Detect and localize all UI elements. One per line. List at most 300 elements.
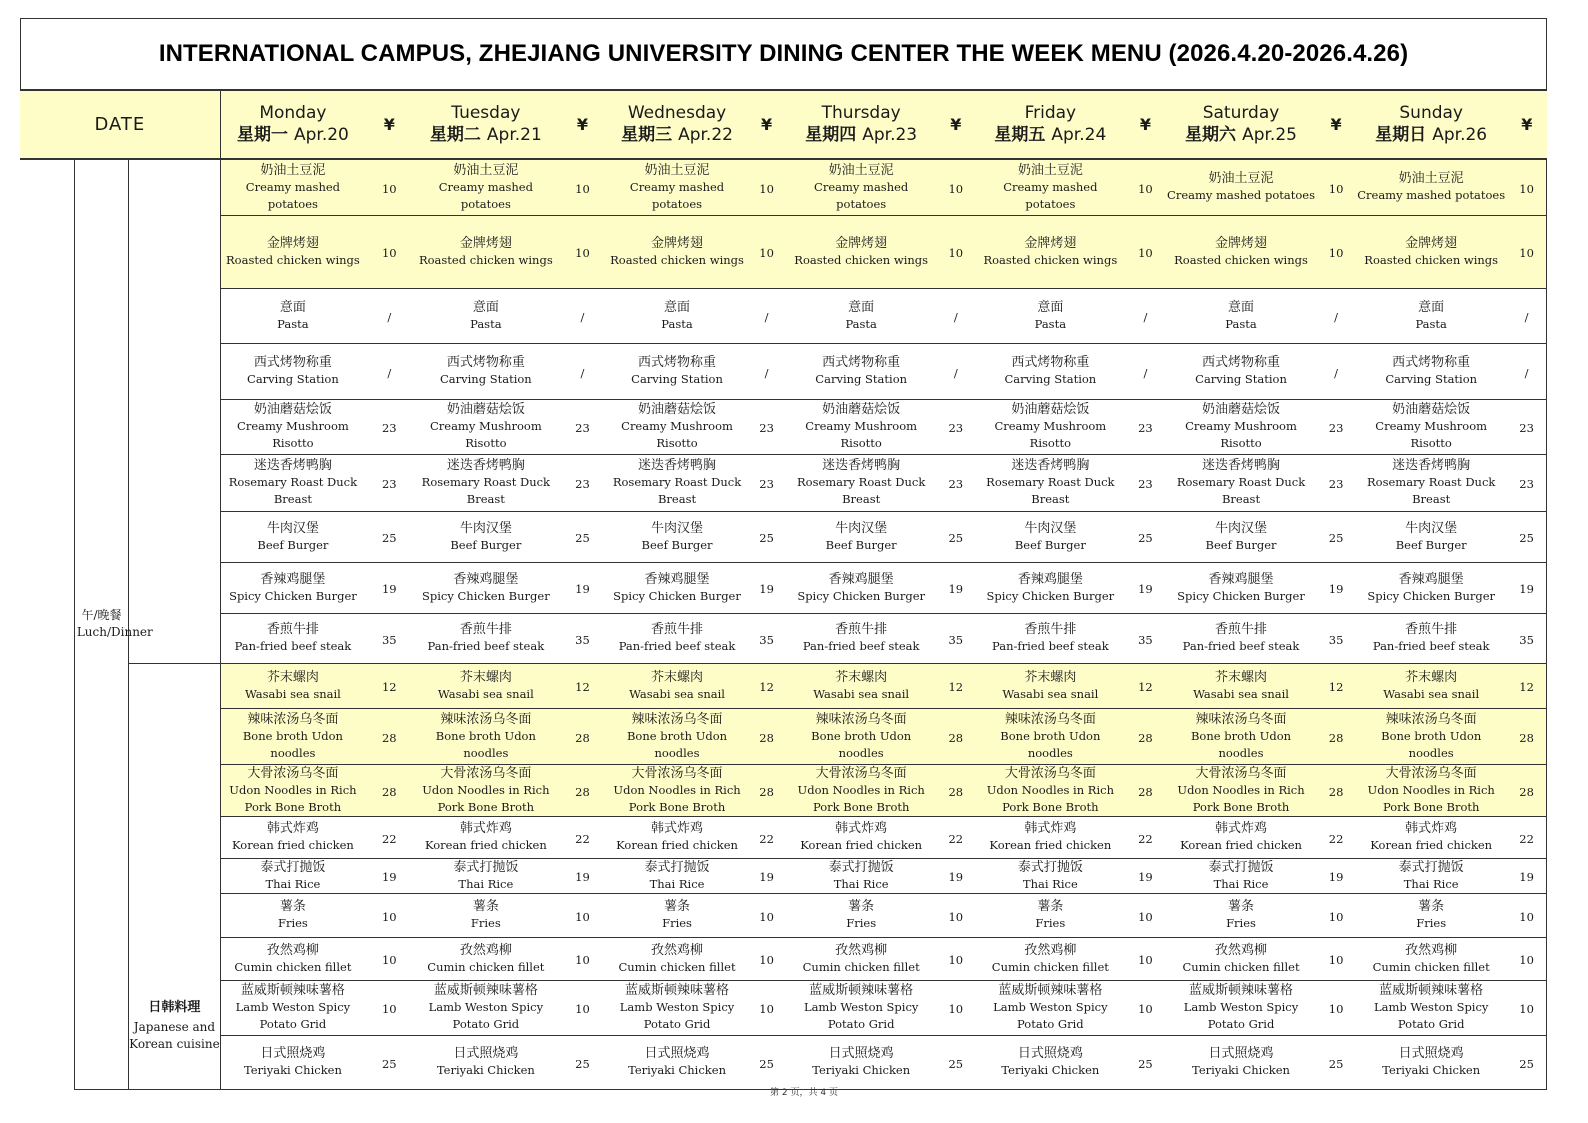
dish-name-zh: 意面: [664, 299, 691, 315]
dish-cell: [786, 288, 937, 343]
day-name-en: Saturday: [1202, 103, 1280, 123]
day-name-zh: [1165, 124, 1317, 146]
dish-name-en: Spicy Chicken Burger: [1367, 588, 1496, 603]
dish-name-zh: 大骨浓汤乌冬面: [1385, 765, 1477, 781]
price-cell: [1317, 215, 1355, 288]
dish-name-en: Beef Burger: [1014, 537, 1086, 552]
price-value: 23: [948, 477, 964, 491]
dish-name-en: Fries: [1035, 916, 1066, 930]
price-cell: [747, 764, 785, 816]
price-value: 25: [381, 1056, 397, 1071]
price-value: 10: [381, 909, 397, 924]
dish-name-en: Beef Burger: [641, 537, 713, 552]
dish-name-zh: 蓝威斯顿辣味薯格: [433, 983, 538, 998]
dish-cell: [607, 708, 748, 764]
dish-cell: [1355, 562, 1507, 613]
price-value: 10: [1328, 181, 1344, 196]
dish-cell: [413, 1035, 558, 1089]
price-cell: [1507, 858, 1546, 893]
price-cell: [747, 663, 785, 708]
dish-cell: [413, 613, 558, 663]
menu-table: [20, 89, 1547, 1090]
price-cell: [1317, 159, 1355, 215]
dish-cell: [413, 343, 558, 399]
price-value: /: [764, 310, 769, 324]
dish-cell: [413, 454, 558, 511]
price-cell: [558, 937, 606, 980]
price-cell: [747, 613, 785, 663]
dish-name-zh: 日式照烧鸡: [828, 1046, 894, 1061]
price-cell: [1126, 980, 1165, 1035]
price-cell: [1126, 708, 1165, 764]
dish-cell: [1355, 215, 1507, 288]
dish-cell: [1355, 893, 1507, 937]
price-value: 19: [381, 582, 397, 596]
menu-row: [20, 764, 1547, 816]
price-value: 10: [759, 909, 774, 924]
dish-name-en: Thai Rice: [833, 876, 889, 891]
dish-cell: [975, 937, 1126, 980]
dish-name-zh: 孜然鸡柳: [1405, 942, 1458, 958]
dish-name-en: Roasted chicken wings: [418, 252, 553, 267]
price-cell: [365, 562, 413, 613]
dish-name-en: Carving Station: [247, 372, 339, 386]
day-date: Apr.24: [1051, 125, 1107, 145]
dish-name-zh: 香煎牛排: [835, 622, 888, 637]
dish-name-zh: 西式烤物称重: [1392, 355, 1471, 370]
dish-name-zh: 泰式打抛饭: [453, 859, 519, 875]
price-cell: [1507, 613, 1546, 663]
price-cell: [747, 454, 785, 511]
price-value: 12: [948, 680, 964, 694]
price-value: /: [580, 365, 585, 380]
price-value: 22: [1519, 831, 1534, 846]
price-value: 23: [381, 477, 397, 491]
dish-cell: [1165, 343, 1317, 399]
dish-name-zh: 泰式打抛饭: [1017, 859, 1083, 875]
price-cell: [558, 708, 606, 764]
price-cell: [365, 343, 413, 399]
dish-cell: [607, 816, 748, 858]
dish-cell: [607, 980, 748, 1035]
dish-cell: [220, 613, 365, 663]
dish-name-en: Udon Noodles in Rich Pork Bone Broth: [422, 782, 550, 814]
price-value: 28: [1328, 730, 1344, 745]
price-column-header: ¥: [747, 90, 785, 159]
dish-name-en: Teriyaki Chicken: [628, 1063, 726, 1077]
dish-cell: [1355, 663, 1507, 708]
dish-name-zh: 薯条: [664, 899, 691, 914]
dish-name-zh: 奶油土豆泥: [1398, 171, 1464, 187]
dish-name-en: Pasta: [1034, 316, 1067, 331]
price-value: 12: [1328, 680, 1344, 694]
price-cell: [1507, 159, 1546, 215]
price-cell: [1126, 343, 1165, 399]
dish-name-zh: 芥末螺肉: [459, 669, 512, 685]
dish-name-zh: 迷迭香烤鸭胸: [1011, 458, 1090, 473]
dish-name-zh: 西式烤物称重: [1202, 355, 1281, 370]
price-cell: [937, 858, 975, 893]
price-cell: [558, 215, 606, 288]
dish-cell: [786, 1035, 937, 1089]
price-value: 10: [1328, 953, 1344, 967]
price-cell: [937, 816, 975, 858]
price-cell: [1317, 980, 1355, 1035]
price-value: 35: [381, 632, 397, 647]
dish-name-en: Teriyaki Chicken: [1382, 1063, 1481, 1077]
price-value: 23: [1328, 477, 1344, 491]
dish-name-zh: 蓝威斯顿辣味薯格: [625, 983, 730, 998]
price-cell: [1507, 980, 1546, 1035]
day-name-zh: [413, 124, 558, 146]
price-cell: [365, 980, 413, 1035]
dish-cell: [607, 893, 748, 937]
dish-name-zh: 意面: [848, 299, 875, 315]
header-row: [20, 90, 1547, 159]
price-cell: [937, 159, 975, 215]
dish-name-zh: 香辣鸡腿堡: [453, 571, 519, 587]
dish-name-zh: 奶油土豆泥: [1208, 171, 1274, 187]
price-value: 10: [575, 181, 590, 196]
dish-name-zh: 迷迭香烤鸭胸: [446, 458, 525, 473]
price-value: /: [953, 365, 958, 380]
menu-row: [20, 858, 1547, 893]
dish-cell: [607, 159, 748, 215]
price-cell: [558, 980, 606, 1035]
dish-name-en: Rosemary Roast Duck Breast: [1176, 475, 1306, 506]
price-cell: [1317, 816, 1355, 858]
dish-name-zh: 日式照烧鸡: [1208, 1046, 1274, 1061]
dish-name-en: Lamb Weston Spicy Potato Grid: [993, 1000, 1108, 1031]
dish-name-en: Lamb Weston Spicy Potato Grid: [1183, 1000, 1299, 1031]
dish-name-zh: 泰式打抛饭: [1398, 859, 1464, 875]
dish-cell: [607, 215, 748, 288]
dish-name-zh: 蓝威斯顿辣味薯格: [809, 983, 914, 998]
dish-name-zh: 意面: [1418, 299, 1445, 315]
dish-name-zh: 薯条: [472, 899, 499, 914]
day-name-en: Sunday: [1399, 103, 1463, 123]
price-value: 25: [948, 531, 964, 545]
dish-name-en: Pan-fried beef steak: [618, 639, 736, 653]
price-value: 28: [948, 730, 964, 745]
price-value: 28: [1138, 784, 1153, 799]
dish-name-zh: 芥末螺肉: [1024, 669, 1077, 685]
dish-name-en: Thai Rice: [458, 876, 514, 891]
price-value: 19: [759, 582, 774, 596]
meal-category: [74, 159, 153, 1089]
dish-name-en: Teriyaki Chicken: [243, 1063, 342, 1077]
price-cell: [747, 980, 785, 1035]
dish-name-zh: 孜然鸡柳: [835, 942, 888, 958]
dish-name-en: Beef Burger: [1395, 537, 1467, 552]
dish-cell: [607, 343, 748, 399]
dish-name-en: Creamy mashed potatoes: [629, 179, 725, 211]
dish-name-en: Korean fried chicken: [424, 838, 547, 852]
price-value: 23: [948, 421, 964, 435]
price-cell: [1126, 893, 1165, 937]
price-value: /: [1524, 365, 1529, 380]
dish-name-en: Udon Noodles in Rich Pork Bone Broth: [1177, 782, 1305, 814]
dish-cell: [1165, 893, 1317, 937]
meal-category-en: Luch/Dinner: [76, 625, 153, 640]
price-value: 25: [1328, 1056, 1344, 1071]
dish-name-en: Fries: [1416, 916, 1447, 930]
day-name-en: Friday: [1024, 103, 1077, 123]
dish-cell: [1165, 937, 1317, 980]
dish-name-zh: 香辣鸡腿堡: [1398, 571, 1464, 587]
dish-cell: [786, 159, 937, 215]
price-cell: [365, 858, 413, 893]
price-value: 19: [1328, 582, 1344, 596]
day-name-zh: [975, 124, 1126, 146]
price-cell: [1507, 937, 1546, 980]
price-value: 25: [759, 1056, 774, 1071]
price-cell: [1317, 764, 1355, 816]
dish-name-en: Spicy Chicken Burger: [613, 588, 741, 603]
dish-name-en: Carving Station: [1195, 372, 1287, 386]
dish-name-zh: 香辣鸡腿堡: [260, 571, 326, 587]
dish-cell: [220, 562, 365, 613]
dish-name-zh: 孜然鸡柳: [459, 942, 512, 958]
price-value: 28: [759, 730, 774, 745]
price-cell: [1126, 816, 1165, 858]
dish-name-en: Beef Burger: [450, 537, 522, 552]
section-label-en: Japanese and Korean cuisine: [129, 1020, 220, 1051]
dish-name-en: Lamb Weston Spicy Potato Grid: [803, 1000, 919, 1031]
dish-cell: [413, 511, 558, 562]
price-cell: [747, 343, 785, 399]
dish-name-zh: 意面: [279, 299, 306, 315]
dish-name-zh: 香辣鸡腿堡: [828, 571, 894, 587]
dish-name-en: Wasabi sea snail: [1383, 686, 1480, 701]
dish-name-zh: 迷迭香烤鸭胸: [638, 458, 717, 473]
dish-name-zh: 金牌烤翅: [1215, 235, 1268, 251]
dish-name-en: Udon Noodles in Rich Pork Bone Broth: [986, 782, 1114, 814]
dish-name-en: Carving Station: [1004, 372, 1097, 386]
dish-cell: [786, 858, 937, 893]
date-header: DATE: [20, 90, 220, 159]
dish-name-en: Creamy Mushroom Risotto: [1185, 419, 1297, 450]
dish-cell: [220, 511, 365, 562]
dish-name-zh: 迷迭香烤鸭胸: [1392, 458, 1471, 473]
dish-name-en: Udon Noodles in Rich Pork Bone Broth: [1367, 782, 1495, 814]
menu-row: [20, 454, 1547, 511]
dish-name-zh: 泰式打抛饭: [828, 859, 894, 875]
dish-name-zh: 奶油土豆泥: [1017, 162, 1083, 178]
price-value: 25: [1138, 531, 1153, 545]
day-zh-label: 星期四: [805, 125, 857, 145]
dish-name-en: Cumin chicken fillet: [991, 959, 1109, 974]
price-value: 28: [381, 784, 397, 799]
price-value: 10: [575, 1002, 590, 1016]
dish-name-en: Beef Burger: [1205, 537, 1277, 552]
price-cell: [365, 399, 413, 454]
dish-name-zh: 金牌烤翅: [835, 235, 888, 251]
price-cell: [365, 613, 413, 663]
dish-name-en: Wasabi sea snail: [629, 686, 725, 701]
dish-name-zh: 意面: [472, 299, 499, 315]
dish-cell: [975, 708, 1126, 764]
price-value: 22: [1328, 831, 1344, 846]
price-cell: [1126, 764, 1165, 816]
price-cell: [1317, 1035, 1355, 1089]
price-value: 22: [759, 831, 774, 846]
dish-name-en: Carving Station: [815, 372, 908, 386]
dish-name-en: Creamy mashed potatoes: [245, 179, 341, 211]
dish-name-en: Bone broth Udon noodles: [435, 728, 536, 760]
price-cell: [1317, 893, 1355, 937]
dish-cell: [1165, 816, 1317, 858]
dish-name-zh: 奶油蘑菇烩饭: [253, 402, 332, 417]
dish-name-zh: 奶油蘑菇烩饭: [1011, 402, 1090, 417]
price-cell: [1126, 454, 1165, 511]
dish-name-en: Teriyaki Chicken: [436, 1063, 535, 1077]
dish-cell: [975, 858, 1126, 893]
price-value: 23: [759, 421, 774, 435]
price-cell: [747, 399, 785, 454]
day-date: Apr.22: [678, 125, 733, 145]
dish-name-en: Rosemary Roast Duck Breast: [986, 475, 1115, 506]
dish-cell: [220, 764, 365, 816]
dish-name-zh: 日式照烧鸡: [644, 1046, 710, 1061]
price-cell: [747, 858, 785, 893]
dish-cell: [975, 980, 1126, 1035]
price-cell: [937, 562, 975, 613]
dish-name-zh: 辣味浓汤乌冬面: [1004, 711, 1096, 727]
menu-row: [20, 562, 1547, 613]
dish-cell: [413, 159, 558, 215]
dish-cell: [786, 511, 937, 562]
dish-name-zh: 蓝威斯顿辣味薯格: [1189, 983, 1294, 998]
price-cell: [1126, 663, 1165, 708]
dish-name-zh: 日式照烧鸡: [1398, 1046, 1464, 1061]
price-value: 10: [1328, 909, 1344, 924]
dish-name-en: Creamy Mushroom Risotto: [805, 419, 918, 450]
dish-cell: [1355, 937, 1507, 980]
price-cell: [1126, 159, 1165, 215]
dish-name-zh: 大骨浓汤乌冬面: [247, 765, 339, 781]
price-cell: [365, 764, 413, 816]
dish-name-zh: 牛肉汉堡: [1024, 520, 1077, 536]
section-label-zh: 日韩料理: [148, 1000, 201, 1015]
price-value: 10: [1328, 1002, 1344, 1016]
dish-name-zh: 薯条: [279, 899, 306, 914]
dish-cell: [1165, 454, 1317, 511]
price-value: 22: [948, 831, 964, 846]
dish-name-en: Bone broth Udon noodles: [811, 728, 912, 760]
dish-name-zh: 薯条: [848, 899, 875, 914]
dish-name-zh: 辣味浓汤乌冬面: [440, 711, 532, 727]
dish-name-en: Korean fried chicken: [232, 838, 354, 852]
price-value: 28: [1328, 784, 1344, 799]
dish-cell: [220, 1035, 365, 1089]
price-cell: [937, 937, 975, 980]
price-cell: [1507, 399, 1546, 454]
price-value: 35: [1519, 632, 1534, 647]
dish-cell: [220, 858, 365, 893]
dish-cell: [975, 454, 1126, 511]
dish-name-en: Cumin chicken fillet: [234, 959, 352, 974]
price-value: 25: [575, 531, 590, 545]
dish-name-en: Pasta: [1225, 316, 1257, 331]
dish-name-zh: 蓝威斯顿辣味薯格: [240, 983, 345, 998]
dish-cell: [1355, 816, 1507, 858]
price-cell: [1126, 1035, 1165, 1089]
dish-cell: [607, 562, 748, 613]
dish-name-en: Pan-fried beef steak: [234, 639, 352, 653]
price-value: 19: [948, 870, 964, 884]
dish-cell: [1355, 980, 1507, 1035]
price-cell: [558, 1035, 606, 1089]
dish-cell: [975, 159, 1126, 215]
dish-name-zh: 辣味浓汤乌冬面: [815, 711, 907, 727]
dish-cell: [1165, 613, 1317, 663]
dish-name-en: Korean fried chicken: [989, 838, 1112, 852]
dish-name-en: Teriyaki Chicken: [1192, 1063, 1290, 1077]
menu-row: [20, 288, 1547, 343]
price-cell: [1507, 663, 1546, 708]
dish-name-en: Roasted chicken wings: [983, 252, 1118, 267]
price-cell: [937, 215, 975, 288]
dish-name-zh: 香煎牛排: [1215, 622, 1268, 637]
dish-name-en: Roasted chicken wings: [1174, 252, 1308, 267]
dish-cell: [413, 708, 558, 764]
dish-cell: [1165, 511, 1317, 562]
menu-row: [20, 893, 1547, 937]
dish-name-en: Teriyaki Chicken: [1001, 1063, 1100, 1077]
dish-name-en: Thai Rice: [649, 876, 705, 891]
price-cell: [1507, 562, 1546, 613]
dish-name-zh: 韩式炸鸡: [651, 821, 704, 836]
dish-cell: [220, 708, 365, 764]
dish-name-en: Lamb Weston Spicy Potato Grid: [428, 1000, 544, 1031]
dish-cell: [786, 764, 937, 816]
dish-cell: [1355, 159, 1507, 215]
day-header-tuesday: [413, 90, 558, 159]
day-date: Apr.25: [1242, 125, 1297, 145]
dish-name-zh: 辣味浓汤乌冬面: [1195, 711, 1287, 727]
price-value: 19: [575, 870, 590, 884]
dish-name-zh: 牛肉汉堡: [1215, 520, 1268, 536]
price-value: /: [764, 365, 769, 380]
price-cell: [558, 343, 606, 399]
price-cell: [937, 663, 975, 708]
dish-cell: [786, 816, 937, 858]
price-value: 10: [1138, 953, 1153, 967]
section-label: [129, 663, 221, 1089]
day-zh-label: 星期三: [621, 125, 673, 145]
meal-category-zh: 午/晚餐: [81, 608, 122, 623]
dish-cell: [413, 663, 558, 708]
dish-name-en: Thai Rice: [1403, 876, 1459, 891]
price-value: 10: [575, 246, 590, 260]
dish-name-zh: 蓝威斯顿辣味薯格: [1379, 983, 1484, 998]
page-footer: 第 2 页，共 4 页: [770, 1088, 838, 1098]
title-box: [20, 18, 1547, 89]
dish-cell: [1165, 399, 1317, 454]
dish-cell: [1165, 980, 1317, 1035]
dish-name-en: Fries: [1226, 916, 1256, 930]
price-value: 10: [1519, 953, 1534, 967]
dish-cell: [607, 613, 748, 663]
dish-name-en: Cumin chicken fillet: [1372, 959, 1490, 974]
dish-name-en: Pasta: [277, 316, 309, 331]
price-value: 22: [1138, 831, 1153, 846]
price-cell: [365, 937, 413, 980]
dish-name-en: Bone broth Udon noodles: [626, 728, 728, 760]
price-value: 28: [1138, 730, 1153, 745]
price-cell: [937, 511, 975, 562]
